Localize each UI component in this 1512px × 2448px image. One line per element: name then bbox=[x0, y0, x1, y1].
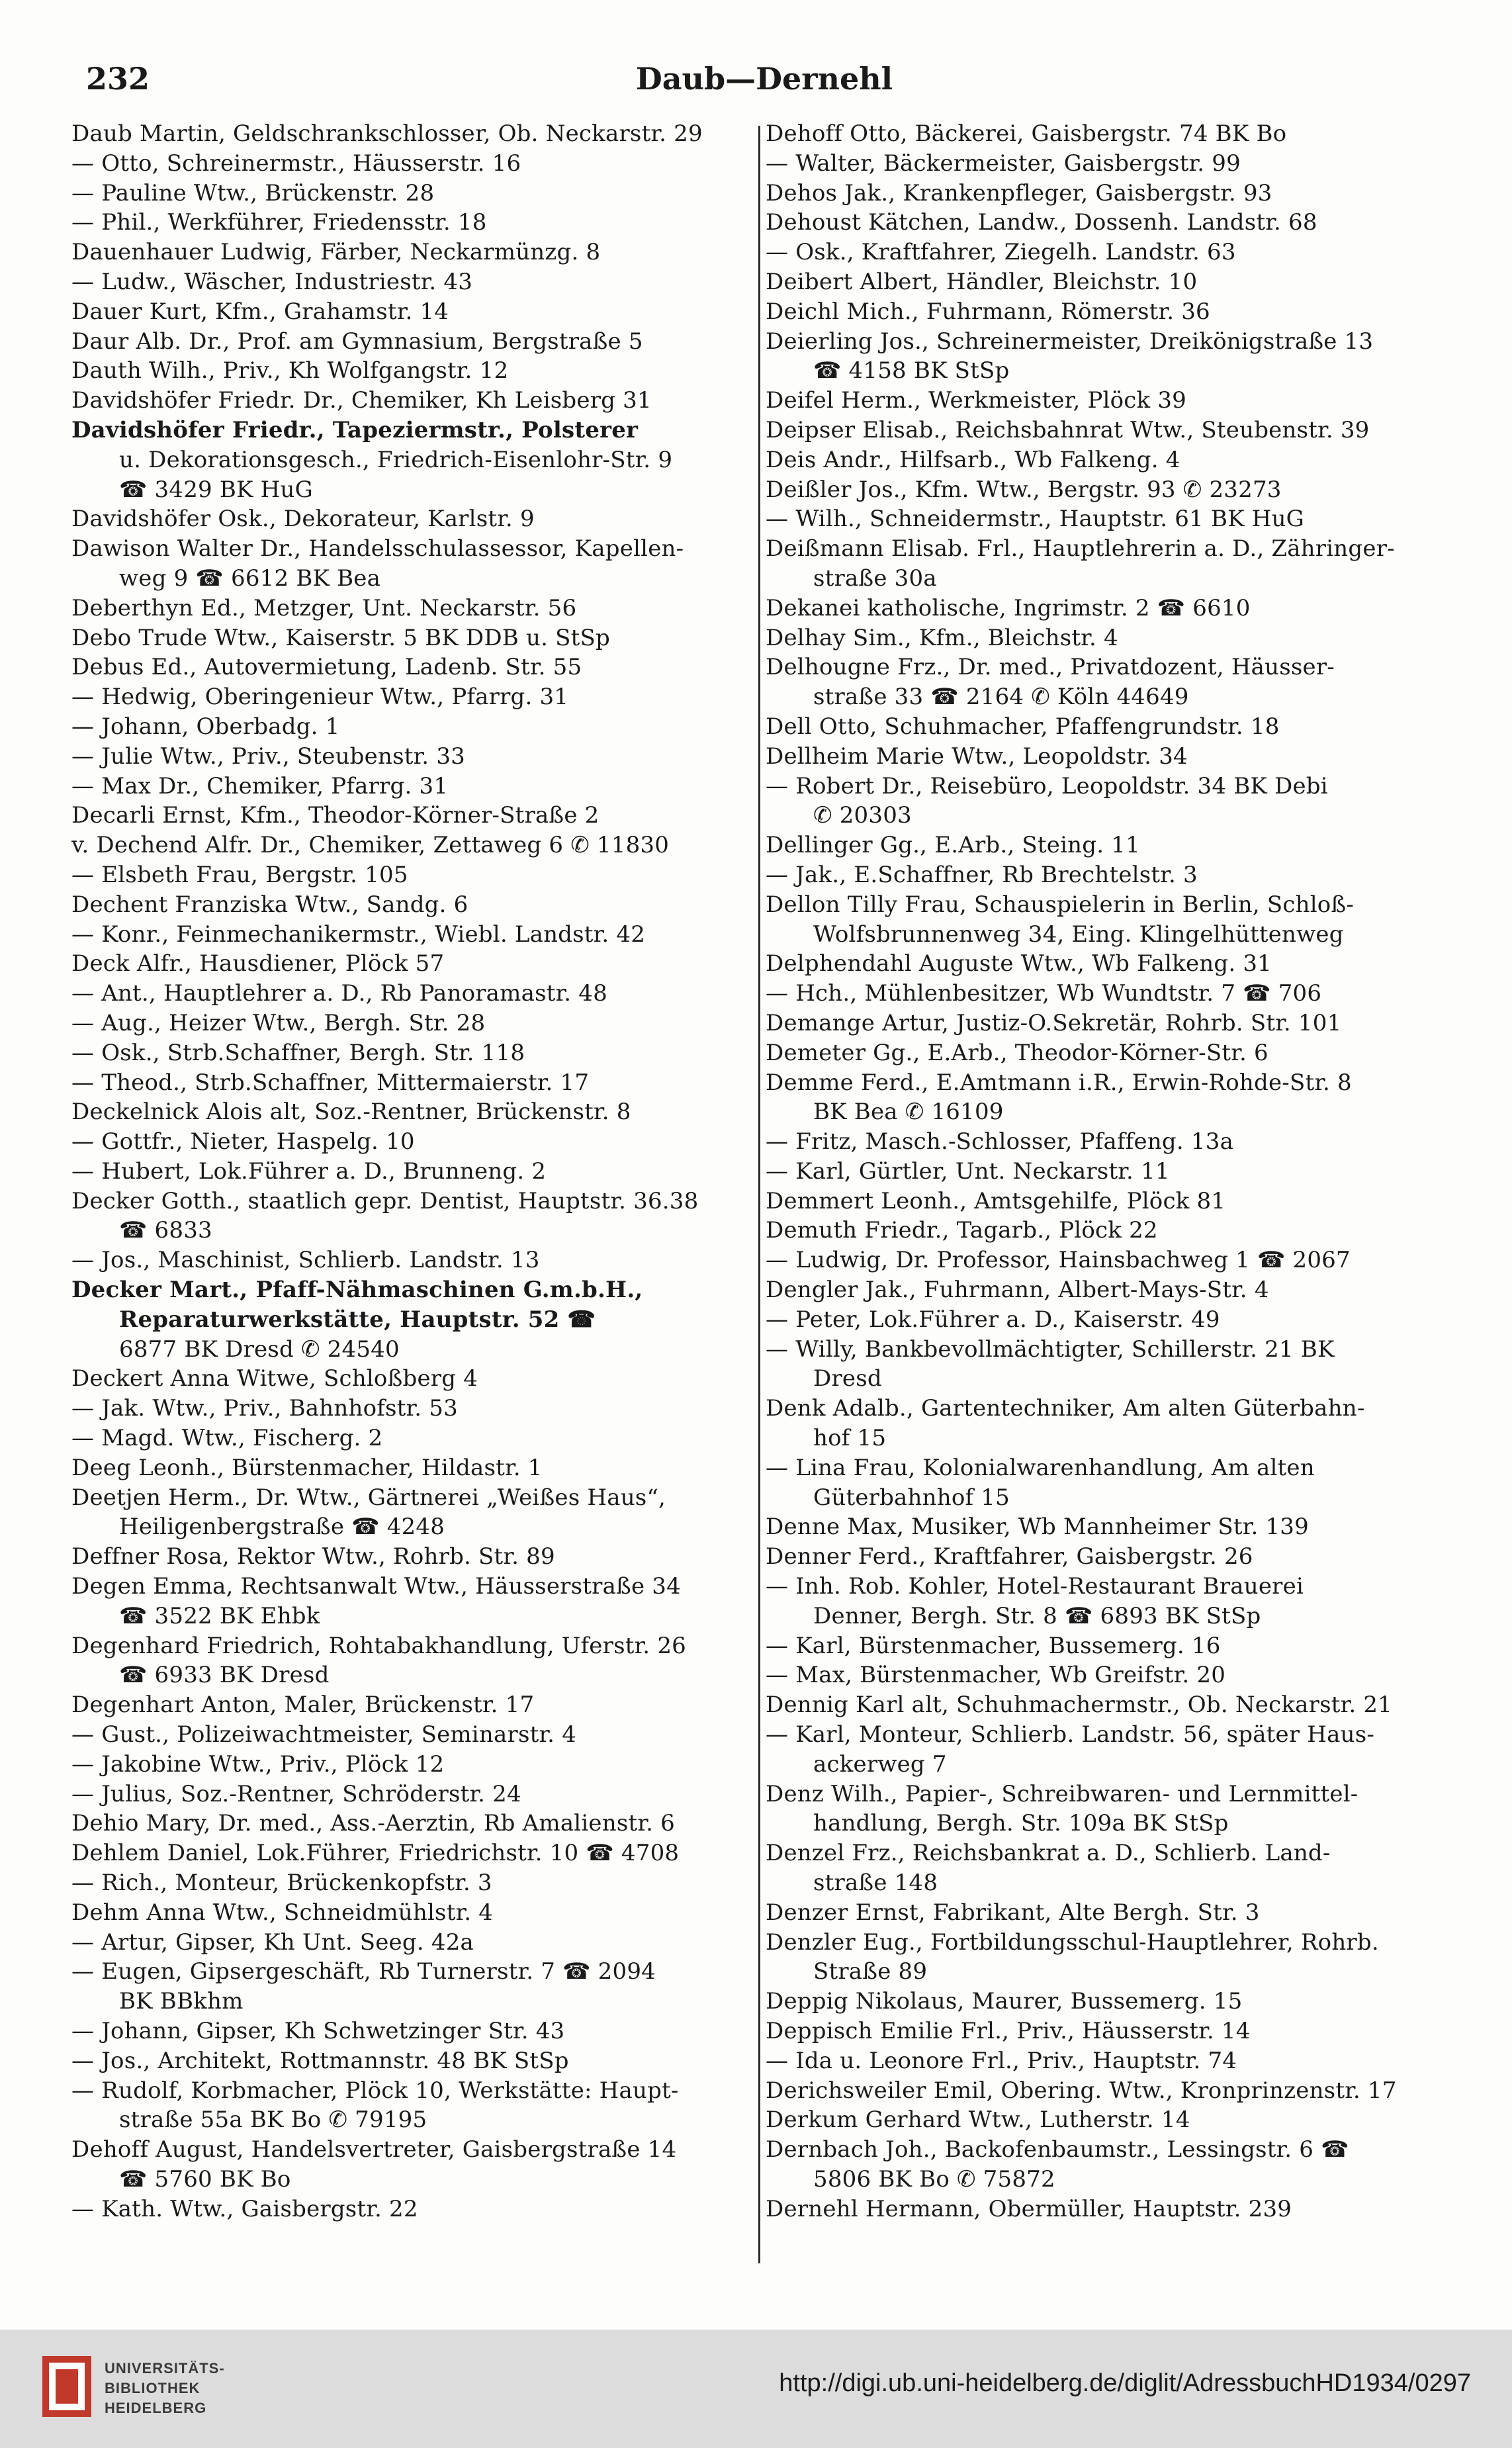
directory-entry-line: — Hedwig, Oberingenieur Wtw., Pfarrg. 31 bbox=[71, 684, 569, 711]
directory-entry-line: Degenhard Friedrich, Rohtabakhandlung, Uferstr. 26 bbox=[71, 1632, 686, 1659]
directory-entry-line: Deetjen Herm., Dr. Wtw., Gärtnerei „Weißes Haus“, bbox=[71, 1484, 666, 1511]
directory-entry-line: Deierling Jos., Schreinermeister, Dreikönigstraße 13 bbox=[766, 328, 1374, 355]
directory-entry-line: Deißler Jos., Kfm. Wtw., Bergstr. 93 ✆ 23273 bbox=[766, 476, 1282, 503]
directory-entry-line: Dennig Karl alt, Schuhmachermstr., Ob. Neckarstr. 21 bbox=[766, 1692, 1392, 1719]
directory-entry-line: — Hubert, Lok.Führer a. D., Brunneng. 2 bbox=[71, 1157, 547, 1185]
directory-entry-line: — Eugen, Gipsergeschäft, Rb Turnerstr. 7 ☎ 2094 bbox=[71, 1958, 656, 1985]
directory-entry-line: — Julie Wtw., Priv., Steubenstr. 33 bbox=[71, 743, 465, 770]
directory-entry-line: — Jos., Maschinist, Schlierb. Landstr. 13 bbox=[71, 1247, 540, 1274]
directory-entry-line: — Karl, Gürtler, Unt. Neckarstr. 11 bbox=[766, 1157, 1170, 1185]
directory-entry-line: — Fritz, Masch.-Schlosser, Pfaffeng. 13a bbox=[766, 1128, 1234, 1156]
directory-entry-line: Delhay Sim., Kfm., Bleichstr. 4 bbox=[766, 624, 1118, 651]
directory-entry-line: Dauth Wilh., Priv., Kh Wolfgangstr. 12 bbox=[71, 357, 509, 385]
directory-entry-line: Dellheim Marie Wtw., Leopoldstr. 34 bbox=[766, 743, 1188, 770]
directory-entry-line: — Lina Frau, Kolonialwarenhandlung, Am alten bbox=[766, 1454, 1315, 1481]
directory-entry-line: Dernbach Joh., Backofenbaumstr., Lessingstr. 6 ☎ bbox=[766, 2136, 1349, 2163]
directory-entry-line: Davidshöfer Friedr. Dr., Chemiker, Kh Leisberg 31 bbox=[71, 387, 652, 414]
directory-entry-line: — Peter, Lok.Führer a. D., Kaiserstr. 49 bbox=[766, 1306, 1220, 1333]
directory-entry-line: ✆ 20303 bbox=[813, 802, 912, 829]
directory-entry-line: Demme Ferd., E.Amtmann i.R., Erwin-Rohde-Str. 8 bbox=[766, 1069, 1352, 1096]
directory-entry-line: — Walter, Bäckermeister, Gaisbergstr. 99 bbox=[766, 150, 1241, 177]
directory-entry-line: — Max Dr., Chemiker, Pfarrg. 31 bbox=[71, 772, 449, 799]
directory-entry-line: Decker Mart., Pfaff-Nähmaschinen G.m.b.H., bbox=[71, 1277, 643, 1304]
directory-entry-line: Deipser Elisab., Reichsbahnrat Wtw., Steubenstr. 39 bbox=[766, 416, 1370, 443]
directory-entry-line: — Karl, Monteur, Schlierb. Landstr. 56, später Haus- bbox=[766, 1721, 1375, 1748]
directory-entry-line: Decarli Ernst, Kfm., Theodor-Körner-Straße 2 bbox=[71, 802, 600, 829]
directory-entry-line: Dehlem Daniel, Lok.Führer, Friedrichstr. 10 ☎ 4708 bbox=[71, 1840, 680, 1867]
directory-entry-line: Denzler Eug., Fortbildungsschul-Hauptlehrer, Rohrb. bbox=[766, 1928, 1379, 1956]
directory-entry-line: — Robert Dr., Reisebüro, Leopoldstr. 34 BK Debi bbox=[766, 772, 1328, 799]
directory-entry-line: ☎ 4158 BK StSp bbox=[813, 357, 1010, 385]
directory-entry-line: — Jak., E.Schaffner, Rb Brechtelstr. 3 bbox=[766, 861, 1198, 888]
directory-entry-line: — Johann, Oberbadg. 1 bbox=[71, 713, 340, 740]
directory-entry-line: Denner, Bergh. Str. 8 ☎ 6893 BK StSp bbox=[813, 1602, 1261, 1629]
directory-entry-line: Denzel Frz., Reichsbankrat a. D., Schlierb. Land- bbox=[766, 1840, 1331, 1867]
directory-entry-line: Deppisch Emilie Frl., Priv., Häusserstr. 14 bbox=[766, 2018, 1251, 2044]
directory-entry-line: Dellon Tilly Frau, Schauspielerin in Berlin, Schloß- bbox=[766, 891, 1355, 918]
directory-entry-line: Dehoust Kätchen, Landw., Dossenh. Landstr. 68 bbox=[766, 209, 1317, 236]
directory-entry-line: Davidshöfer Friedr., Tapeziermstr., Polsterer bbox=[71, 416, 639, 443]
directory-entry-line: Wolfsbrunnenweg 34, Eing. Klingelhüttenweg bbox=[813, 921, 1344, 948]
directory-entry-line: — Hch., Mühlenbesitzer, Wb Wundtstr. 7 ☎ 706 bbox=[766, 980, 1322, 1007]
directory-entry-line: Deckert Anna Witwe, Schloßberg 4 bbox=[71, 1365, 478, 1392]
library-name: UNIVERSITÄTS- BIBLIOTHEK HEIDELBERG bbox=[105, 2360, 225, 2416]
directory-entry-line: Dechent Franziska Wtw., Sandg. 6 bbox=[71, 891, 468, 918]
directory-entry-line: Güterbahnhof 15 bbox=[813, 1484, 1010, 1511]
directory-entry-line: BK BBkhm bbox=[119, 1988, 244, 2015]
directory-entry-line: Decker Gotth., staatlich gepr. Dentist, Hauptstr. 36.38 bbox=[71, 1187, 699, 1214]
directory-entry-line: Deis Andr., Hilfsarb., Wb Falkeng. 4 bbox=[766, 446, 1180, 473]
directory-entry-line: Denner Ferd., Kraftfahrer, Gaisbergstr. 26 bbox=[766, 1543, 1253, 1570]
directory-entry-line: Davidshöfer Osk., Dekorateur, Karlstr. 9 bbox=[71, 506, 535, 533]
directory-entry-line: — Ida u. Leonore Frl., Priv., Hauptstr. 74 bbox=[766, 2047, 1237, 2074]
directory-entry-line: — Gust., Polizeiwachtmeister, Seminarstr. 4 bbox=[71, 1721, 577, 1748]
directory-entry-line: straße 148 bbox=[813, 1870, 938, 1897]
directory-entry-line: Dengler Jak., Fuhrmann, Albert-Mays-Str. 4 bbox=[766, 1277, 1269, 1304]
directory-entry-line: Daub Martin, Geldschrankschlosser, Ob. Neckarstr. 29 bbox=[71, 120, 703, 147]
directory-entry-line: — Artur, Gipser, Kh Unt. Seeg. 42a bbox=[71, 1928, 474, 1956]
directory-entry-line: — Julius, Soz.-Rentner, Schröderstr. 24 bbox=[71, 1780, 521, 1807]
directory-entry-line: Deichl Mich., Fuhrmann, Römerstr. 36 bbox=[766, 298, 1210, 325]
directory-entry-line: — Willy, Bankbevollmächtigter, Schillerstr. 21 BK bbox=[766, 1336, 1335, 1363]
directory-entry-line: — Rudolf, Korbmacher, Plöck 10, Werkstätte: Haupt- bbox=[71, 2077, 679, 2104]
directory-entry-line: Denzer Ernst, Fabrikant, Alte Bergh. Str. 3 bbox=[766, 1899, 1260, 1926]
page-number: 232 bbox=[86, 61, 150, 97]
directory-entry-line: Dehoff Otto, Bäckerei, Gaisbergstr. 74 BK Bo bbox=[766, 120, 1287, 147]
directory-entry-line: — Jos., Architekt, Rottmannstr. 48 BK StSp bbox=[71, 2047, 569, 2074]
directory-entry-line: Deffner Rosa, Rektor Wtw., Rohrb. Str. 89 bbox=[71, 1543, 555, 1570]
directory-entry-line: handlung, Bergh. Str. 109a BK StSp bbox=[813, 1810, 1229, 1837]
directory-entry-line: Deeg Leonh., Bürstenmacher, Hildastr. 1 bbox=[71, 1454, 543, 1481]
directory-entry-line: — Max, Bürstenmacher, Wb Greifstr. 20 bbox=[766, 1662, 1226, 1689]
directory-entry-line: Dauer Kurt, Kfm., Grahamstr. 14 bbox=[71, 298, 449, 325]
directory-entry-line: Demeter Gg., E.Arb., Theodor-Körner-Str. 6 bbox=[766, 1039, 1268, 1066]
directory-entry-line: Dekanei katholische, Ingrimstr. 2 ☎ 6610 bbox=[766, 594, 1251, 621]
directory-entry-line: Dehos Jak., Krankenpfleger, Gaisbergstr. 93 bbox=[766, 179, 1272, 206]
column-divider bbox=[758, 126, 760, 2263]
directory-entry-line: — Konr., Feinmechanikermstr., Wiebl. Landstr. 42 bbox=[71, 921, 646, 948]
directory-entry-line: ☎ 5760 BK Bo bbox=[119, 2165, 291, 2193]
directory-entry-line: Dernehl Hermann, Obermüller, Hauptstr. 239 bbox=[766, 2195, 1292, 2222]
directory-entry-line: Dauenhauer Ludwig, Färber, Neckarmünzg. 8 bbox=[71, 239, 601, 266]
directory-entry-line: — Aug., Heizer Wtw., Bergh. Str. 28 bbox=[71, 1009, 486, 1036]
directory-entry-line: Dehio Mary, Dr. med., Ass.-Aerztin, Rb Amalienstr. 6 bbox=[71, 1810, 675, 1837]
directory-entry-line: Deibert Albert, Händler, Bleichstr. 10 bbox=[766, 268, 1198, 295]
directory-entry-line: — Inh. Rob. Kohler, Hotel-Restaurant Brauerei bbox=[766, 1573, 1304, 1600]
university-seal-icon bbox=[41, 2353, 94, 2420]
viewer-footer bbox=[0, 2330, 1512, 2448]
directory-entry-line: 5806 BK Bo ✆ 75872 bbox=[813, 2165, 1055, 2193]
directory-entry-line: Dellinger Gg., E.Arb., Steing. 11 bbox=[766, 832, 1140, 859]
directory-entry-line: hof 15 bbox=[813, 1425, 887, 1452]
directory-entry-line: — Otto, Schreinermstr., Häusserstr. 16 bbox=[71, 150, 521, 177]
left-column bbox=[71, 119, 756, 2263]
directory-entry-line: u. Dekorationsgesch., Friedrich-Eisenlohr-Str. 9 bbox=[119, 446, 673, 473]
source-url-link[interactable]: http://digi.ub.uni-heidelberg.de/diglit/AdressbuchHD1934/0297 bbox=[779, 2369, 1471, 2397]
directory-entry-line: — Magd. Wtw., Fischerg. 2 bbox=[71, 1425, 383, 1452]
directory-entry-line: Deck Alfr., Hausdiener, Plöck 57 bbox=[71, 950, 445, 977]
directory-entry-line: ☎ 3429 BK HuG bbox=[119, 476, 313, 503]
directory-entry-line: Deppig Nikolaus, Maurer, Bussemerg. 15 bbox=[766, 1988, 1243, 2015]
directory-entry-line: Derkum Gerhard Wtw., Lutherstr. 14 bbox=[766, 2107, 1190, 2134]
directory-entry-line: Dehm Anna Wtw., Schneidmühlstr. 4 bbox=[71, 1899, 494, 1926]
directory-entry-line: — Wilh., Schneidermstr., Hauptstr. 61 BK HuG bbox=[766, 506, 1305, 533]
directory-entry-line: Derichsweiler Emil, Obering. Wtw., Kronprinzenstr. 17 bbox=[766, 2077, 1397, 2104]
directory-entry-line: — Jakobine Wtw., Priv., Plöck 12 bbox=[71, 1750, 445, 1778]
directory-entry-line: Demange Artur, Justiz-O.Sekretär, Rohrb. Str. 101 bbox=[766, 1009, 1342, 1036]
directory-entry-line: — Phil., Werkführer, Friedensstr. 18 bbox=[71, 209, 487, 236]
directory-entry-line: Demmert Leonh., Amtsgehilfe, Plöck 81 bbox=[766, 1187, 1226, 1214]
directory-entry-line: — Jak. Wtw., Priv., Bahnhofstr. 53 bbox=[71, 1395, 458, 1422]
directory-entry-line: — Osk., Kraftfahrer, Ziegelh. Landstr. 63 bbox=[766, 239, 1236, 266]
directory-entry-line: ☎ 3522 BK Ehbk bbox=[119, 1602, 320, 1629]
directory-entry-line: Denz Wilh., Papier-, Schreibwaren- und Lernmittel- bbox=[766, 1780, 1358, 1807]
directory-entry-line: straße 33 ☎ 2164 ✆ Köln 44649 bbox=[813, 684, 1189, 711]
directory-entry-line: 6877 BK Dresd ✆ 24540 bbox=[119, 1336, 400, 1363]
directory-entry-line: Degenhart Anton, Maler, Brückenstr. 17 bbox=[71, 1692, 535, 1719]
directory-entry-line: Delhougne Frz., Dr. med., Privatdozent, Häusser- bbox=[766, 654, 1335, 681]
directory-entry-line: Degen Emma, Rechtsanwalt Wtw., Häusserstraße 34 bbox=[71, 1573, 681, 1600]
directory-entry-line: Daur Alb. Dr., Prof. am Gymnasium, Bergstraße 5 bbox=[71, 328, 643, 355]
directory-entry-line: Debus Ed., Autovermietung, Ladenb. Str. 55 bbox=[71, 654, 582, 681]
directory-entry-line: Denk Adalb., Gartentechniker, Am alten Güterbahn- bbox=[766, 1395, 1365, 1422]
directory-entry-line: Demuth Friedr., Tagarb., Plöck 22 bbox=[766, 1217, 1158, 1244]
directory-entry-line: ☎ 6933 BK Dresd bbox=[119, 1662, 330, 1689]
page-header bbox=[86, 61, 1443, 107]
directory-entry-line: Dehoff August, Handelsvertreter, Gaisbergstraße 14 bbox=[71, 2136, 677, 2163]
directory-entry-line: v. Dechend Alfr. Dr., Chemiker, Zettaweg 6 ✆ 11830 bbox=[71, 832, 670, 859]
directory-entry-line: — Pauline Wtw., Brückenstr. 28 bbox=[71, 179, 435, 206]
directory-entry-line: — Karl, Bürstenmacher, Bussemerg. 16 bbox=[766, 1632, 1221, 1659]
directory-entry-line: straße 30a bbox=[813, 565, 937, 592]
directory-entry-line: — Kath. Wtw., Gaisbergstr. 22 bbox=[71, 2195, 418, 2222]
directory-entry-line: Denne Max, Musiker, Wb Mannheimer Str. 139 bbox=[766, 1514, 1309, 1541]
directory-entry-line: — Rich., Monteur, Brückenkopfstr. 3 bbox=[71, 1870, 492, 1897]
directory-entry-line: Dell Otto, Schuhmacher, Pfaffengrundstr. 18 bbox=[766, 713, 1280, 740]
directory-entry-line: Deifel Herm., Werkmeister, Plöck 39 bbox=[766, 387, 1187, 414]
directory-entry-line: Deckelnick Alois alt, Soz.-Rentner, Brückenstr. 8 bbox=[71, 1099, 631, 1126]
directory-entry-line: Dawison Walter Dr., Handelsschulassessor, Kapellen- bbox=[71, 535, 684, 563]
directory-entry-line: Reparaturwerkstätte, Hauptstr. 52 ☎ bbox=[119, 1306, 596, 1333]
directory-entry-line: Deißmann Elisab. Frl., Hauptlehrerin a. D., Zähringer- bbox=[766, 535, 1395, 563]
page-title: Daub—Dernehl bbox=[635, 61, 893, 97]
directory-entry-line: ☎ 6833 bbox=[119, 1217, 212, 1244]
right-column bbox=[766, 119, 1450, 2263]
directory-entry-line: straße 55a BK Bo ✆ 79195 bbox=[119, 2107, 427, 2134]
directory-entry-line: BK Bea ✆ 16109 bbox=[813, 1099, 1004, 1126]
directory-entry-line: ackerweg 7 bbox=[813, 1750, 947, 1778]
directory-entry-line: — Ludwig, Dr. Professor, Hainsbachweg 1 ☎ 2067 bbox=[766, 1247, 1351, 1274]
directory-entry-line: weg 9 ☎ 6612 BK Bea bbox=[119, 565, 381, 592]
directory-entry-line: Dresd bbox=[813, 1365, 882, 1392]
directory-entry-line: Deberthyn Ed., Metzger, Unt. Neckarstr. 56 bbox=[71, 594, 577, 621]
directory-entry-line: — Gottfr., Nieter, Haspelg. 10 bbox=[71, 1128, 415, 1156]
directory-entry-line: Debo Trude Wtw., Kaiserstr. 5 BK DDB u. StSp bbox=[71, 624, 610, 651]
directory-entry-line: Straße 89 bbox=[813, 1958, 928, 1985]
directory-entry-line: Delphendahl Auguste Wtw., Wb Falkeng. 31 bbox=[766, 950, 1272, 977]
directory-entry-line: — Elsbeth Frau, Bergstr. 105 bbox=[71, 861, 408, 888]
directory-entry-line: — Theod., Strb.Schaffner, Mittermaierstr. 17 bbox=[71, 1069, 590, 1096]
directory-entry-line: Heiligenbergstraße ☎ 4248 bbox=[119, 1514, 445, 1541]
directory-entry-line: — Osk., Strb.Schaffner, Bergh. Str. 118 bbox=[71, 1039, 525, 1066]
directory-entry-line: — Johann, Gipser, Kh Schwetzinger Str. 43 bbox=[71, 2018, 565, 2044]
directory-entry-line: — Ant., Hauptlehrer a. D., Rb Panoramastr. 48 bbox=[71, 980, 607, 1007]
directory-entry-line: — Ludw., Wäscher, Industriestr. 43 bbox=[71, 268, 473, 295]
